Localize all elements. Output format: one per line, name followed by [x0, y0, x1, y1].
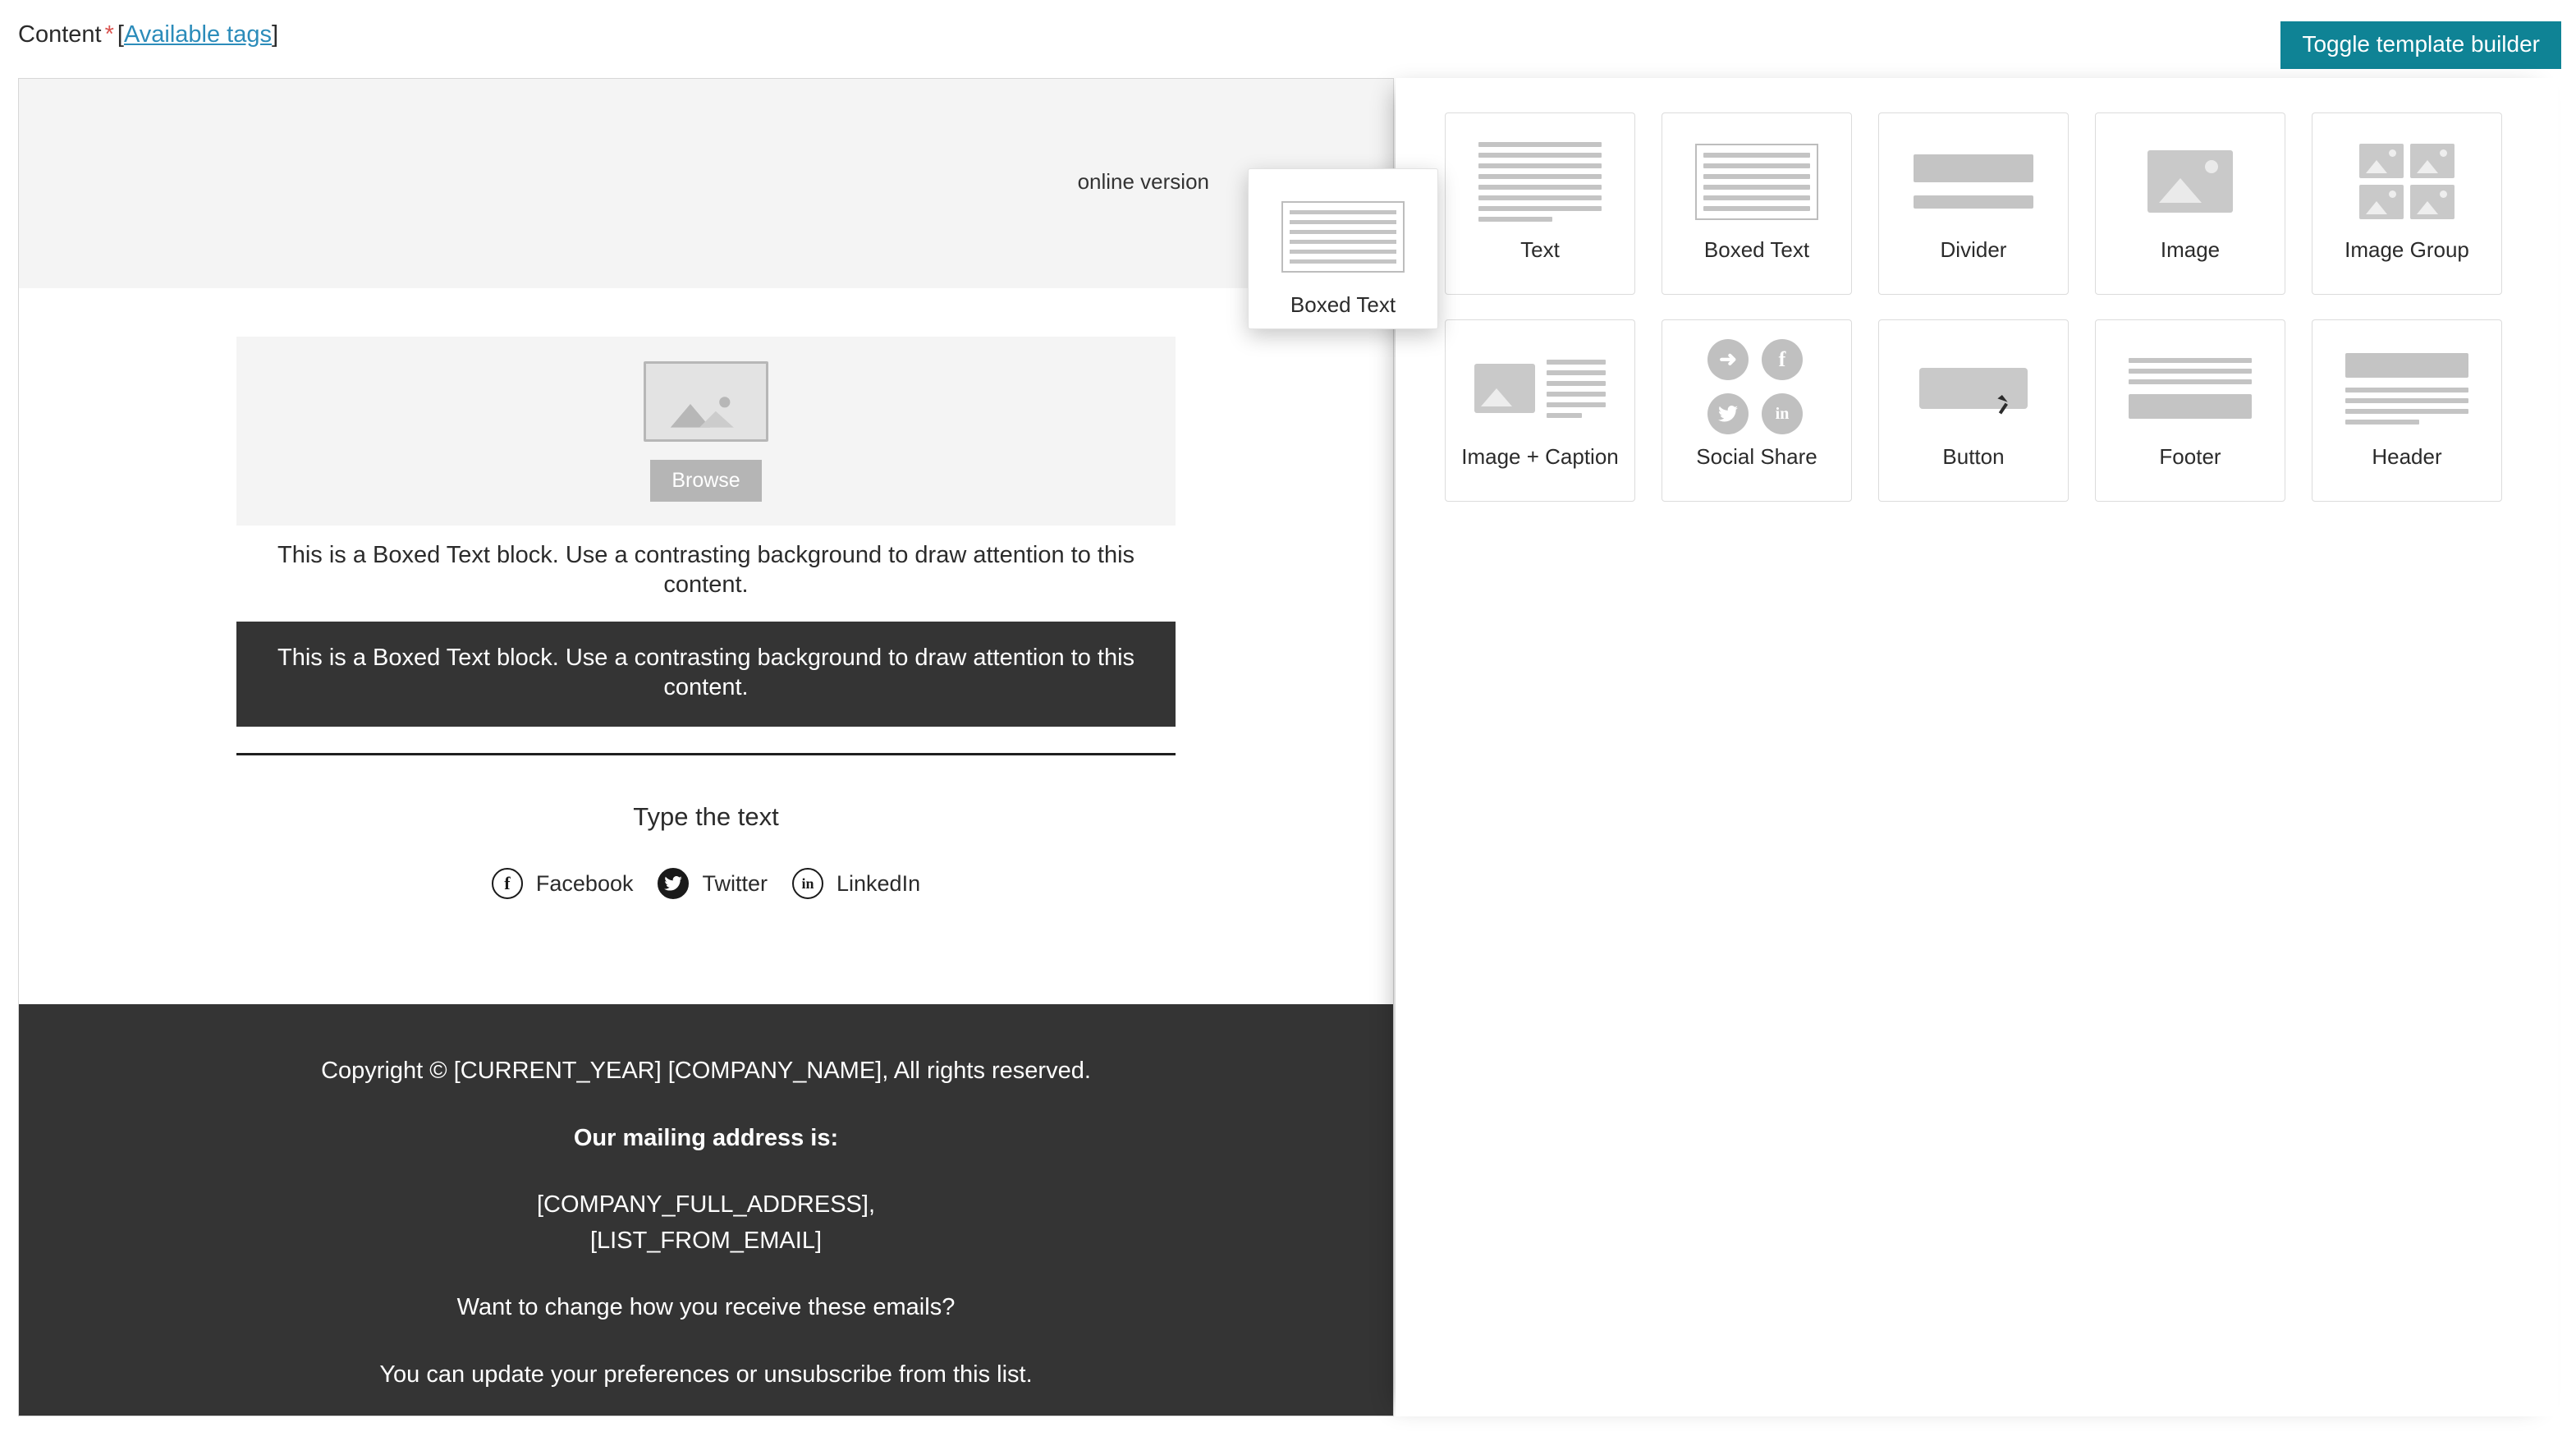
drag-ghost-art: [1271, 192, 1415, 281]
text-block[interactable]: This is a Boxed Text block. Use a contrasting background to draw attention to this content.: [277, 542, 1135, 599]
header-bottom-lines: [2345, 388, 2468, 425]
footer-top-lines: [2129, 358, 2252, 384]
facebook-icon: f: [1762, 339, 1803, 380]
image-block-icon: [2118, 133, 2262, 230]
available-tags-link[interactable]: Available tags: [123, 21, 272, 48]
footer-address-line1: [COMPANY_FULL_ADDRESS],: [536, 1191, 876, 1218]
template-builder-panel: [1290, 78, 2558, 1416]
social-label-twitter: Twitter: [702, 870, 768, 896]
social-item-facebook[interactable]: [492, 868, 634, 899]
social-label-facebook: Facebook: [535, 870, 634, 896]
palette-block-button[interactable]: [1878, 319, 2069, 502]
footer-mailing-heading: Our mailing address is:: [573, 1124, 839, 1151]
palette-block-header[interactable]: [2312, 319, 2502, 502]
preheader-block[interactable]: [19, 79, 1393, 288]
social-share-block-icon: [1684, 340, 1829, 437]
caption-lines: [1547, 360, 1606, 418]
twitter-icon: [1707, 393, 1749, 434]
boxed-text-block[interactable]: This is a Boxed Text block. Use a contrasting background to draw attention to this content.: [236, 622, 1176, 727]
drag-ghost-label: Boxed Text: [1290, 292, 1396, 317]
bracket-close: ]: [271, 21, 279, 48]
content-label-text: Content: [18, 21, 102, 48]
share-icon: ➜: [1707, 339, 1749, 380]
image-group-block-icon: [2335, 133, 2479, 230]
palette-block-boxed-text[interactable]: [1662, 112, 1852, 295]
footer-preferences-question: Want to change how you receive these emails?: [456, 1294, 956, 1320]
divider-block[interactable]: [236, 753, 1176, 755]
footer-block[interactable]: [19, 1004, 1393, 1416]
palette-block-label-image: Image: [2160, 237, 2221, 262]
footer-block-icon: [2118, 340, 2262, 437]
palette-block-label-header: Header: [2372, 444, 2442, 469]
twitter-icon: [658, 868, 689, 899]
palette-block-label-text: Text: [1520, 237, 1560, 262]
image-caption-block-icon: [1468, 340, 1612, 437]
social-label-linkedin: LinkedIn: [837, 870, 921, 896]
email-body: [19, 337, 1393, 1004]
cursor-icon: [1997, 395, 2007, 406]
footer-address-line2: [LIST_FROM_EMAIL]: [589, 1227, 822, 1254]
online-version-link[interactable]: online version: [1077, 169, 1209, 194]
required-marker: *: [104, 21, 114, 48]
text-lines: [1478, 142, 1602, 222]
footer-preferences-line: You can update your preferences or unsubscribe from this list.: [379, 1361, 1033, 1388]
image-placeholder-icon: [644, 361, 768, 442]
twitter-bird-icon: [664, 876, 682, 891]
palette-block-image-group[interactable]: [2312, 112, 2502, 295]
page-header: [0, 0, 2576, 80]
toggle-template-builder-button[interactable]: Toggle template builder: [2280, 21, 2561, 69]
divider-block-icon: [1901, 133, 2046, 230]
palette-block-label-image-group: Image Group: [2345, 237, 2469, 262]
bracket-open: [: [117, 21, 124, 48]
button-block-icon: [1901, 340, 2046, 437]
social-share-block[interactable]: [236, 868, 1176, 899]
palette-block-label-button: Button: [1942, 444, 2005, 469]
browse-button[interactable]: Browse: [650, 460, 761, 502]
palette-block-image[interactable]: [2095, 112, 2285, 295]
workspace: [0, 78, 2576, 1432]
header-block-icon: [2335, 340, 2479, 437]
social-item-linkedin[interactable]: [792, 868, 920, 899]
palette-block-label-divider: Divider: [1940, 237, 2007, 262]
boxed-text-lines: [1703, 153, 1810, 211]
type-text-block[interactable]: Type the text: [633, 802, 779, 831]
palette-block-image-caption[interactable]: [1445, 319, 1635, 502]
palette-block-label-image-caption: Image + Caption: [1461, 444, 1619, 469]
facebook-icon: f: [492, 868, 523, 899]
image-upload-block[interactable]: [236, 337, 1176, 526]
drag-ghost-boxed-text[interactable]: [1248, 168, 1438, 329]
palette-block-text[interactable]: [1445, 112, 1635, 295]
twitter-bird-icon: [1718, 406, 1738, 422]
block-palette-grid: [1445, 112, 2502, 502]
palette-block-divider[interactable]: [1878, 112, 2069, 295]
palette-block-label-footer: Footer: [2159, 444, 2221, 469]
palette-block-social-share[interactable]: [1662, 319, 1852, 502]
palette-block-label-social-share: Social Share: [1696, 444, 1817, 469]
social-item-twitter[interactable]: [658, 868, 768, 899]
linkedin-icon: in: [1762, 393, 1803, 434]
boxed-text-block-icon: [1684, 133, 1829, 230]
footer-address: [183, 1187, 1229, 1259]
email-preview-pane[interactable]: [18, 78, 1394, 1416]
boxed-text-block-icon: [1281, 201, 1405, 273]
text-block-icon: [1468, 133, 1612, 230]
footer-copyright: Copyright © [CURRENT_YEAR] [COMPANY_NAME], All rights reserved.: [321, 1058, 1091, 1084]
palette-block-footer[interactable]: [2095, 319, 2285, 502]
linkedin-icon: in: [792, 868, 823, 899]
mountain-icon: [654, 395, 745, 431]
palette-block-label-boxed-text: Boxed Text: [1703, 237, 1810, 262]
content-field-label: [18, 21, 278, 48]
